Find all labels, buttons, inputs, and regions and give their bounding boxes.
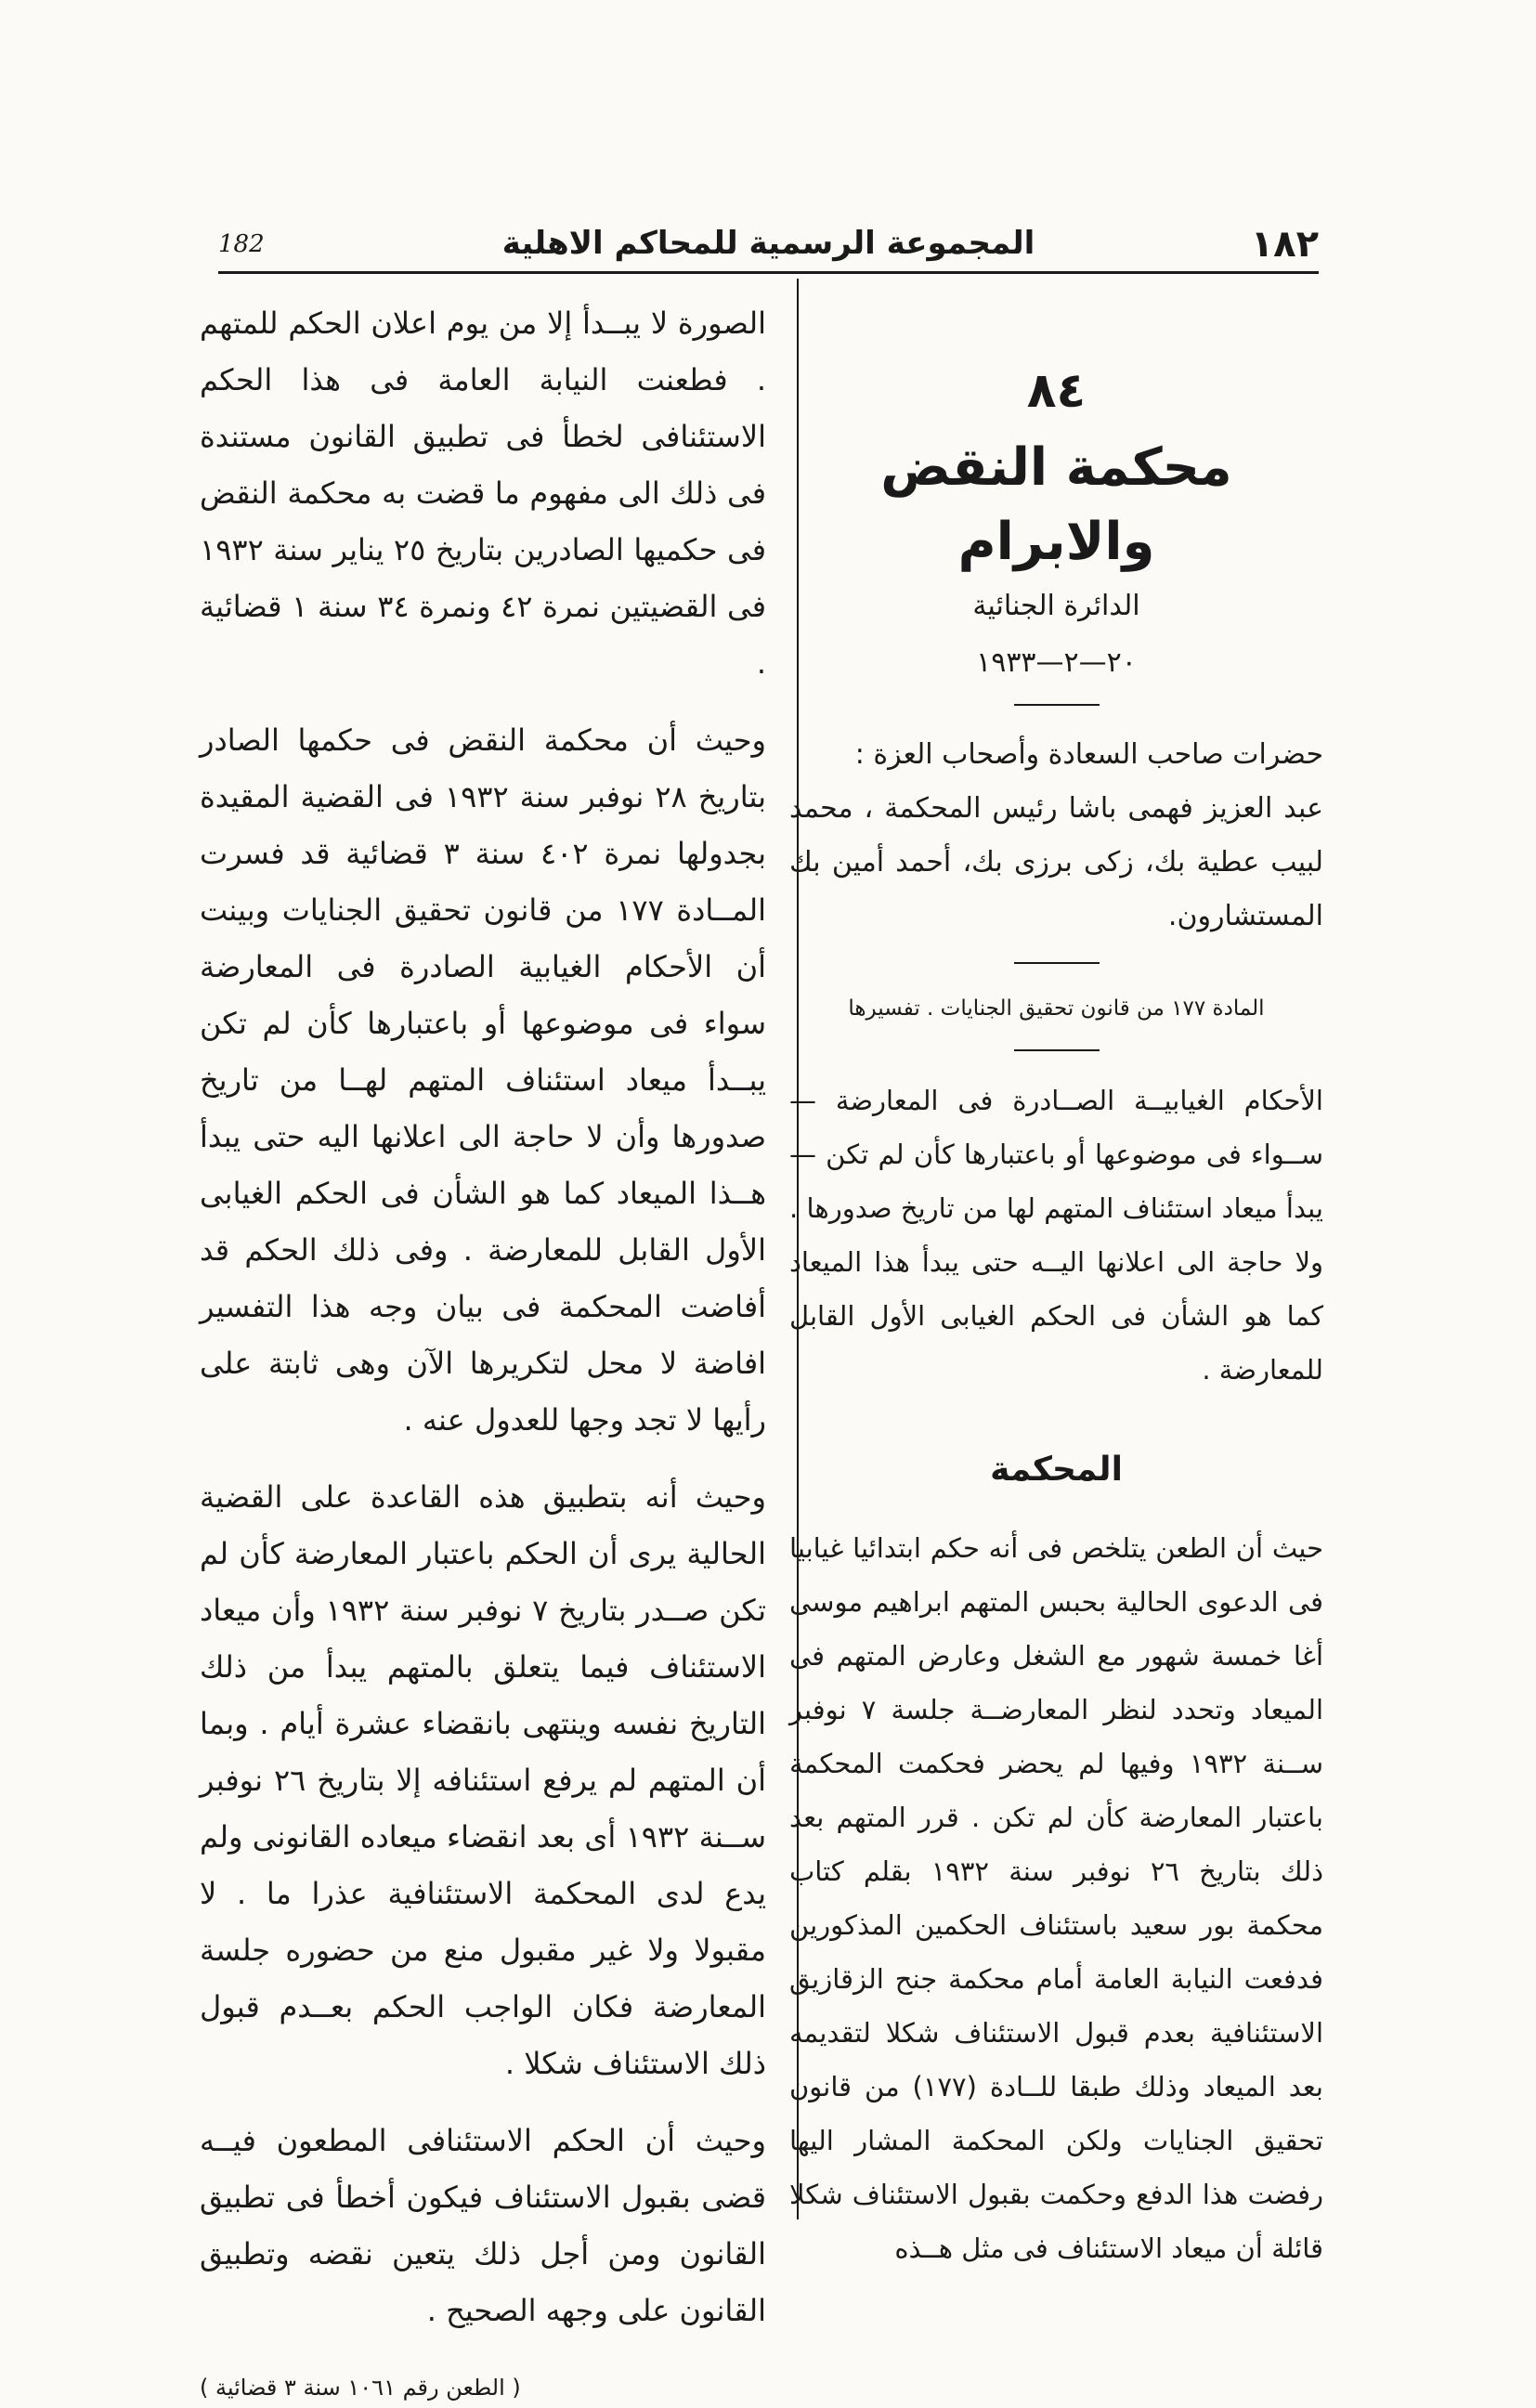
section-divider xyxy=(1014,962,1100,964)
section-heading: المحكمة xyxy=(990,1451,1123,1489)
case-number: ٨٤ xyxy=(1026,363,1087,419)
header-rule xyxy=(218,271,1319,274)
section-divider xyxy=(1014,1049,1100,1051)
article-reference: المادة ١٧٧ من قانون تحقيق الجنايات . تفسيرها xyxy=(848,996,1265,1021)
footnote-text: ( الطعن رقم ١٠٦١ سنة ٣ قضائية ) xyxy=(200,2375,521,2401)
section-divider xyxy=(1014,704,1100,706)
left-column xyxy=(200,295,766,2408)
court-circuit: الدائرة الجنائية xyxy=(972,590,1140,622)
judgment-body-start: حيث أن الطعن يتلخص فى أنه حكم ابتدائيا غيابيا فى الدعوى الحالية بحبس المتهم ابراهيم موسى أغا خمسة شهور مع الشغل وعارض المتهم فى الميعاد وتحدد لنظر المعارضــة جلسة ٧ نوفبر ســنة ١٩٣٢ وفيها لم يحضر فحكمت المحكمة باعتبار المعارضة كأن لم تكن . قرر المتهم بعد ذلك بتاريخ ٢٦ نوفبر سنة ١٩٣٢ بقلم كتاب محكمة بور سعيد باستئناف الحكمين المذكورين فدفعت النيابة العامة أمام محكمة جنح الزقازيق الاستئنافية بعدم قبول الاستئناف شكلا لتقديمه بعد الميعاد وذلك طبقا للــادة (١٧٧) من قانون تحقيق الجنايات ولكن المحكمة المشار اليها رفضت هذا الدفع وحكمت بقبول الاستئناف شكلا قائلة أن ميعاد الاستئناف فى مثل هــذه xyxy=(789,1532,1324,2264)
paragraph: الصورة لا يبــدأ إلا من يوم اعلان الحكم للمتهم . فطعنت النيابة العامة فى هذا الحكم الاستئنافى لخطأ فى تطبيق القانون مستندة فى ذلك الى مفهوم ما قضت به محكمة النقض فى حكميها الصادرين بتاريخ ٢٥ يناير سنة ١٩٣٢ فى القضيتين نمرة ٤٢ ونمرة ٣٤ سنة ١ قضائية . xyxy=(200,306,767,681)
page-number-latin: 182 xyxy=(218,230,265,258)
paragraph: وحيث أنه بتطبيق هذه القاعدة على القضية الحالية يرى أن الحكم باعتبار المعارضة كأن لم تكن صــدر بتاريخ ٧ نوفبر سنة ١٩٣٢ وأن ميعاد الاستئناف فيما يتعلق بالمتهم يبدأ من ذلك التاريخ نفسه وينتهى بانقضاء عشرة أيام . وبما أن المتهم لم يرفع استئنافه إلا بتاريخ ٢٦ نوفبر ســنة ١٩٣٢ أى بعد انقضاء ميعاده القانونى ولم يدع لدى المحكمة الاستئنافية عذرا ما . لا مقبولا ولا غير مقبول منع من حضوره جلسة المعارضة فكان الواجب الحكم بعــدم قبول ذلك الاستئناف شكلا . xyxy=(200,1479,767,2081)
right-column xyxy=(789,295,1323,2296)
page-number-arabic: ١٨٢ xyxy=(1250,223,1319,266)
court-name: محكمة النقض والابرام xyxy=(880,437,1232,572)
case-footnote xyxy=(200,2367,766,2408)
judges-names: عبد العزيز فهمى باشا رئيس المحكمة ، محمد لبيب عطية بك، زكى برزى بك، أحمد أمين بك المستشارون. xyxy=(789,792,1323,932)
running-title: المجموعة الرسمية للمحاكم الاهلية xyxy=(501,225,1035,262)
page-header xyxy=(218,223,1319,279)
judgment-date: ٢٠—٢—١٩٣٣ xyxy=(976,646,1137,679)
legal-principle: الأحكام الغيابيــة الصــادرة فى المعارضة — ســواء فى موضوعها أو باعتبارها كأن لم تكن —يبدأ ميعاد استئناف المتهم لها من تاريخ صدورها . ولا حاجة الى اعلانها اليــه حتى يبدأ هذا الميعاد كما هو الشأن فى الحكم الغيابى الأول القابل للمعارضة . xyxy=(789,1085,1323,1386)
paragraph: وحيث أن محكمة النقض فى حكمها الصادر بتاريخ ٢٨ نوفبر سنة ١٩٣٢ فى القضية المقيدة بجدولها نمرة ٤٠٢ سنة ٣ قضائية قد فسرت المــادة ١٧٧ من قانون تحقيق الجنايات وبينت أن الأحكام الغيابية الصادرة فى المعارضة سواء فى موضوعها أو باعتبارها كأن لم تكن يبــدأ ميعاد استئناف المتهم لهــا من تاريخ صدورها وأن لا حاجة الى اعلانها اليه حتى يبدأ هــذا الميعاد كما هو الشأن فى الحكم الغيابى الأول القابل للمعارضة . وفى ذلك الحكم قد أفاضت المحكمة فى بيان وجه هذا التفسير افاضة لا محل لتكريرها الآن وهى ثابتة على رأيها لا تجد وجها للعدول عنه . xyxy=(200,722,767,1438)
paragraph: وحيث أن الحكم الاستئنافى المطعون فيــه قضى بقبول الاستئناف فيكون أخطأ فى تطبيق القانون ومن أجل ذلك يتعين نقضه وتطبيق القانون على وجهه الصحيح . xyxy=(200,2123,766,2328)
judges-intro: حضرات صاحب السعادة وأصحاب العزة : xyxy=(854,738,1323,771)
